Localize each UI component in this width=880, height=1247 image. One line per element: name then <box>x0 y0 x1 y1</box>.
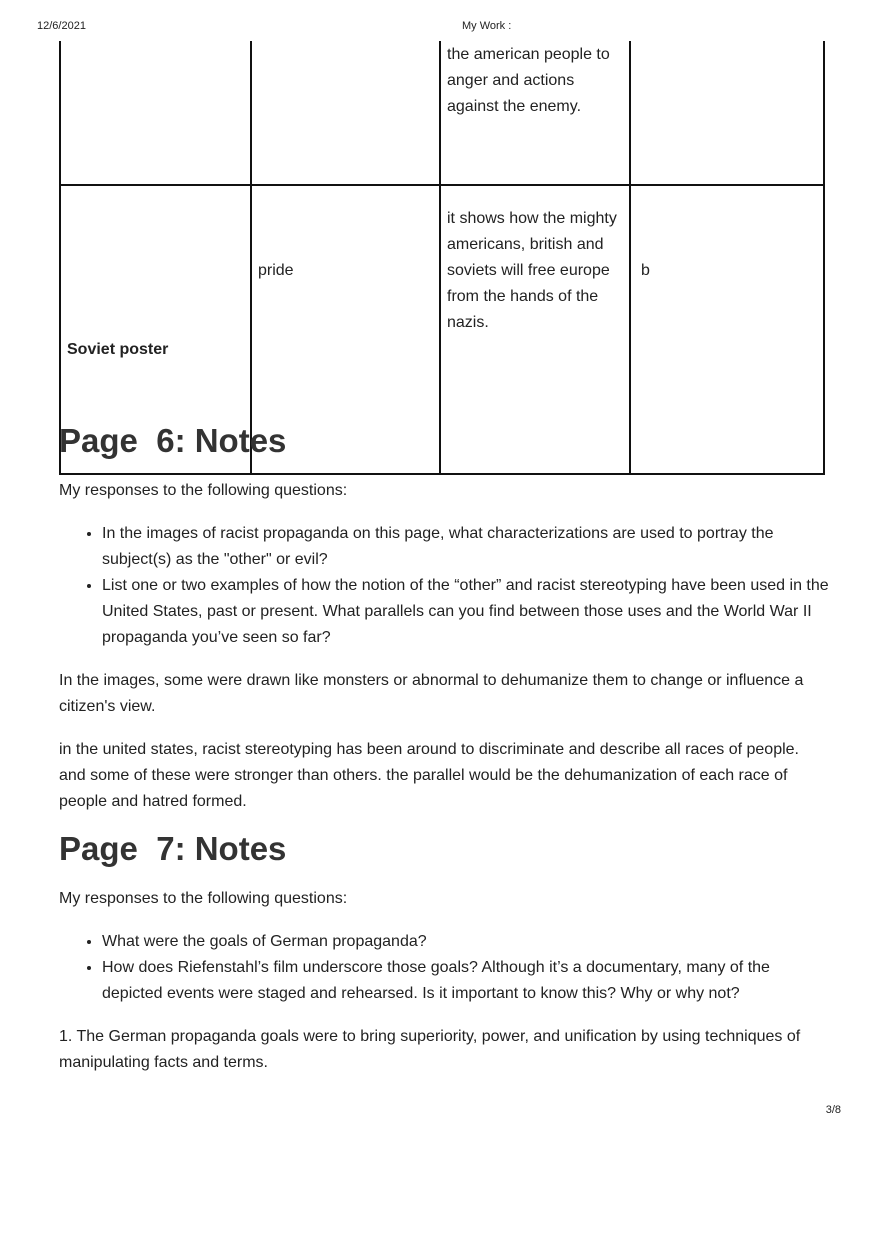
table-cell-explanation: it shows how the mighty americans, british and soviets will free europe from the hands of the nazis. <box>440 185 630 474</box>
page-number: 3/8 <box>825 1104 841 1116</box>
intro-text: My responses to the following questions: <box>59 482 348 499</box>
table-cell-name: Soviet poster <box>60 185 251 474</box>
response-table <box>59 41 825 475</box>
answer-text: 1. The German propaganda goals were to bring superiority, power, and unification by using techniques of manipulating facts and terms. <box>59 1028 801 1071</box>
table-cell-name <box>60 41 251 185</box>
question-list <box>59 929 829 1007</box>
header-date: 12/6/2021 <box>37 20 86 32</box>
page-title: Page 7: Notes <box>59 830 287 867</box>
page6-section <box>59 421 829 815</box>
table-cell-emotion <box>251 41 440 185</box>
answer-text: in the united states, racist stereotyping has been around to discriminate and describe all races of people. and some of these were stronger than others. the parallel would be the dehumanization of each race of people and hatred formed. <box>59 741 799 810</box>
intro-text: My responses to the following questions: <box>59 890 348 907</box>
table-cell-answer: b <box>630 185 824 474</box>
page-title: Page 6: Notes <box>59 422 287 459</box>
answer-text: In the images, some were drawn like monsters or abnormal to dehumanize them to change or influence a citizen's view. <box>59 672 804 715</box>
table-cell-emotion: pride <box>251 185 440 474</box>
list-item: • In the images of racist propaganda on this page, what characterizations are used to portray the subject(s) as the "other" or evil? <box>102 521 829 573</box>
question-list <box>59 521 829 651</box>
table-row <box>60 41 824 185</box>
table-cell-answer <box>630 41 824 185</box>
table-cell-explanation: the american people to anger and actions against the enemy. <box>440 41 630 185</box>
list-item: • How does Riefenstahl’s film underscore those goals? Although it’s a documentary, many of the depicted events were staged and rehearsed. Is it important to know this? Why or why not? <box>102 955 829 1007</box>
header-title: My Work : <box>462 20 512 32</box>
page7-section <box>59 829 829 1076</box>
list-item: • List one or two examples of how the notion of the “other” and racist stereotyping have been used in the United States, past or present. What parallels can you find between those uses and the World War II propaganda you’ve seen so far? <box>102 573 829 651</box>
list-item: • What were the goals of German propaganda? <box>102 929 829 955</box>
